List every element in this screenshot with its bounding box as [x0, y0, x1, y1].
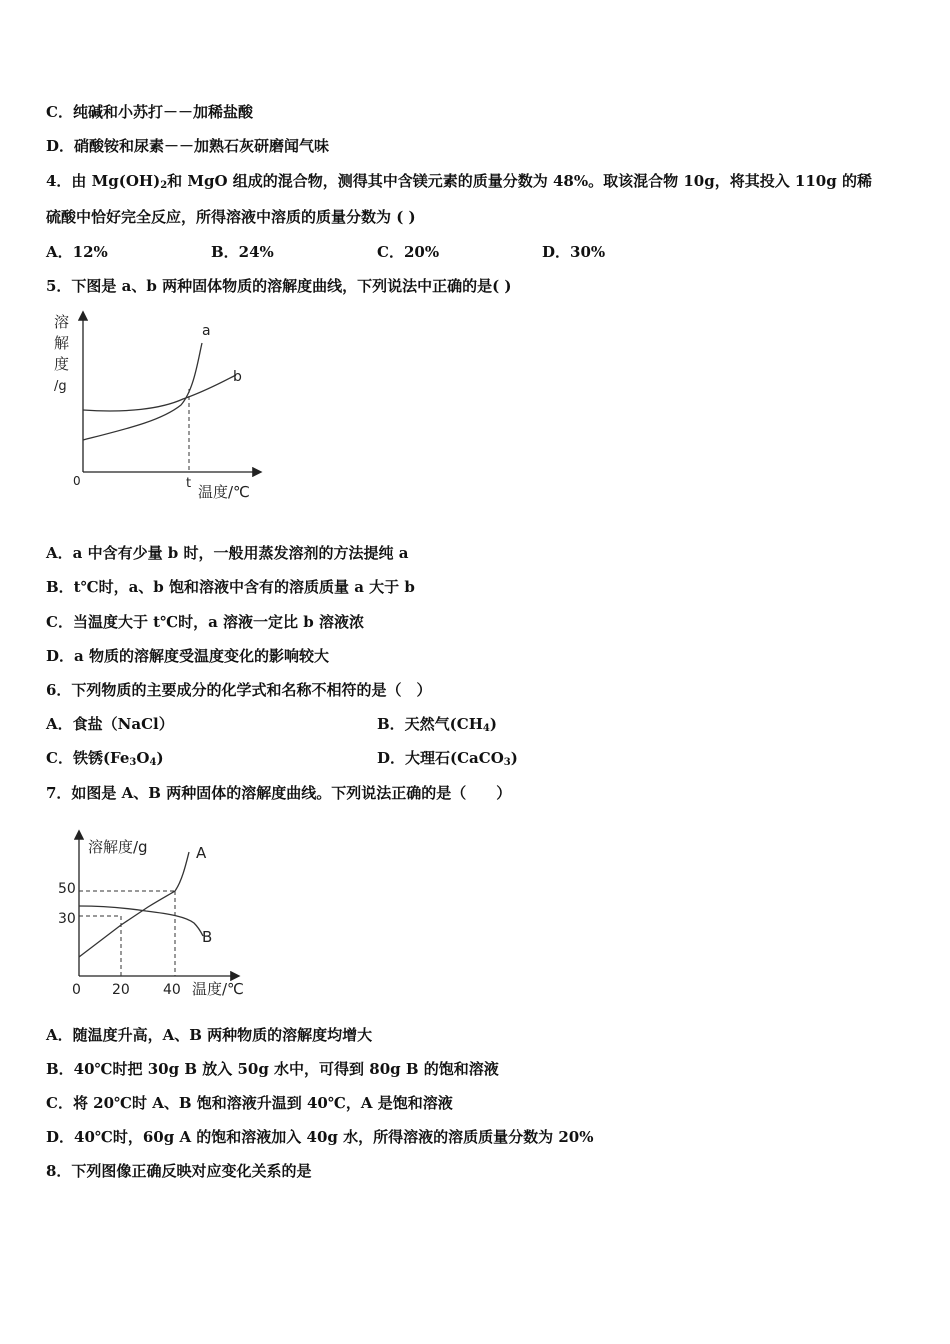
q4-stem-line1 [46, 171, 872, 191]
q6-option-a: A．食盐（NaCl） [46, 715, 174, 733]
q7-curve-a [79, 852, 189, 957]
q5-stem: 5．下图是 a、b 两种固体物质的溶解度曲线，下列说法中正确的是( ) [46, 277, 512, 295]
q6-option-b [377, 714, 497, 734]
q5-option-a: A．a 中含有少量 b 时，一般用蒸发溶剂的方法提纯 a [46, 544, 409, 562]
q4-option-a: A．12% [46, 243, 108, 261]
q5-solubility-graph [46, 305, 276, 510]
q5-origin-label: 0 [73, 474, 81, 488]
q6-option-b-text: B．天然气(CH [377, 715, 483, 733]
q3-option-c: C．纯碱和小苏打－－加稀盐酸 [46, 103, 253, 121]
q7-solubility-graph [46, 826, 266, 1006]
q7-y50-label: 50 [58, 881, 76, 897]
q5-option-d: D．a 物质的溶解度受温度变化的影响较大 [46, 647, 329, 665]
q4-option-c: C．20% [377, 243, 440, 261]
q7-xlabel: 温度/℃ [192, 980, 244, 998]
q6-option-c-text: O [136, 749, 150, 767]
q3-option-d: D．硝酸铵和尿素－－加熟石灰研磨闻气味 [46, 137, 330, 155]
q7-option-c: C．将 20℃时 A、B 饱和溶液升温到 40℃，A 是饱和溶液 [46, 1094, 453, 1112]
q6-option-c-subscript: 4 [149, 757, 157, 768]
q4-option-d: D．30% [542, 243, 606, 261]
q4-stem-part: 和 MgO 组成的混合物，测得其中含镁元素的质量分数为 48%。取该混合物 10g，将其投入 110g 的稀 [167, 172, 872, 190]
q6-option-c-text: ) [156, 749, 164, 767]
q5-curve-a [83, 343, 202, 440]
q7-option-b: B．40℃时把 30g B 放入 50g 水中，可得到 80g B 的饱和溶液 [46, 1060, 499, 1078]
q5-label-b: b [233, 369, 242, 385]
q7-y30-label: 30 [58, 911, 76, 927]
q6-option-d [377, 748, 518, 768]
q5-xlabel: 温度/℃ [198, 483, 250, 501]
q7-option-a: A．随温度升高，A、B 两种物质的溶解度均增大 [46, 1026, 373, 1044]
q7-label-a: A [196, 844, 207, 862]
q5-ylabel-1: 溶 [54, 313, 70, 331]
q5-ylabel-3: 度 [54, 355, 70, 373]
q5-ylabel-2: 解 [54, 334, 70, 352]
q6-option-c-text: C．铁锈(Fe [46, 749, 130, 767]
q5-option-c: C．当温度大于 t℃时，a 溶液一定比 b 溶液浓 [46, 613, 364, 631]
q4-stem-part: 4．由 Mg(OH) [46, 172, 161, 190]
q6-option-c-subscript: 3 [129, 757, 137, 768]
q6-option-b-text: ) [489, 715, 497, 733]
q6-option-d-text: ) [510, 749, 518, 767]
q5-curve-b [83, 375, 236, 411]
q5-option-b: B．t℃时，a、b 饱和溶液中含有的溶质质量 a 大于 b [46, 578, 415, 596]
q7-ylabel: 溶解度/g [88, 838, 148, 856]
q7-x40-label: 40 [163, 982, 181, 998]
q7-label-b: B [202, 928, 213, 946]
q6-option-b-subscript: 4 [482, 723, 490, 734]
q7-x20-label: 20 [112, 982, 130, 998]
q4-option-b: B．24% [211, 243, 274, 261]
q6-option-d-subscript: 3 [503, 757, 511, 768]
q8-stem: 8．下列图像正确反映对应变化关系的是 [46, 1162, 312, 1180]
q7-x0-label: 0 [72, 982, 81, 998]
q7-option-d: D．40℃时，60g A 的饱和溶液加入 40g 水，所得溶液的溶质质量分数为 20% [46, 1128, 594, 1146]
q7-curve-b [79, 906, 203, 936]
q6-option-d-text: D．大理石(CaCO [377, 749, 504, 767]
q5-t-label: t [186, 476, 192, 491]
q5-ylabel-4: /g [54, 379, 67, 394]
q6-option-c [46, 748, 164, 768]
q4-stem-subscript: 2 [160, 180, 168, 191]
q4-stem-line2: 硫酸中恰好完全反应，所得溶液中溶质的质量分数为 ( ) [46, 208, 416, 226]
q6-stem: 6．下列物质的主要成分的化学式和名称不相符的是（ ） [46, 681, 432, 699]
q5-label-a: a [202, 323, 211, 339]
q7-stem: 7．如图是 A、B 两种固体的溶解度曲线。下列说法正确的是（ ） [46, 784, 512, 802]
